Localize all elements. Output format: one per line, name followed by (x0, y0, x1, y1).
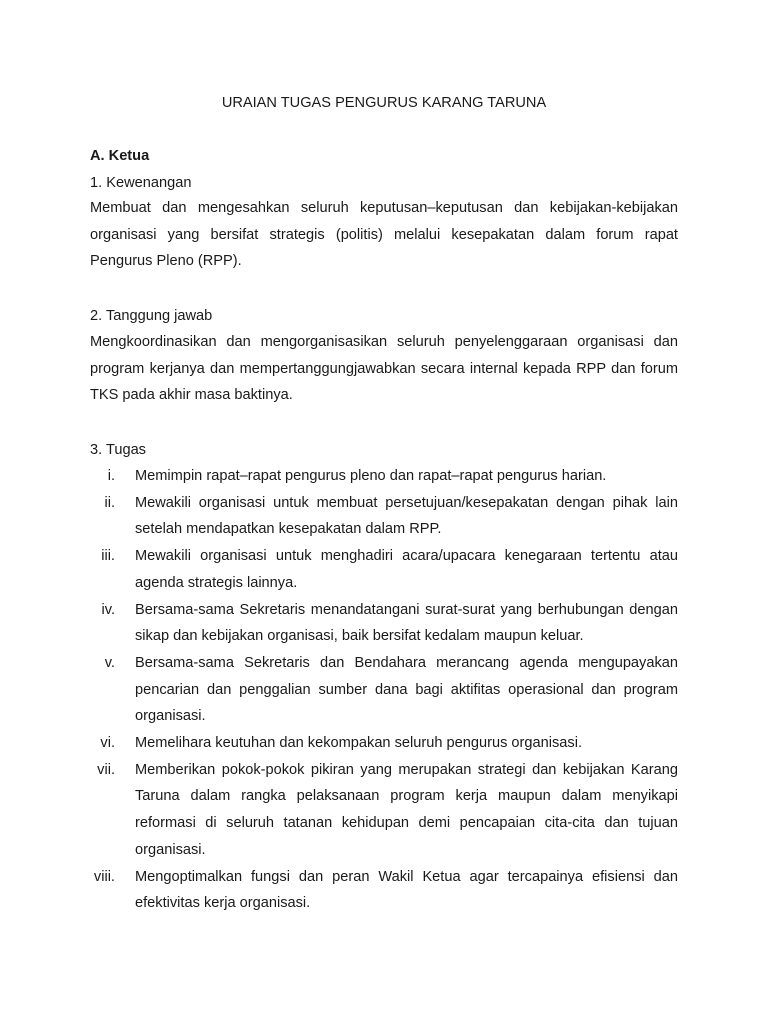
list-item-text: Memimpin rapat–rapat pengurus pleno dan rapat–rapat pengurus harian. (135, 468, 607, 484)
list-item (90, 490, 678, 543)
list-item-text: Bersama-sama Sekretaris menandatangani surat-surat yang berhubungan dengan sikap dan kebijakan organisasi, baik bersifat kedalam maupun keluar. (135, 601, 678, 645)
list-item (90, 463, 678, 490)
document-title: URAIAN TUGAS PENGURUS KARANG TARUNA (221, 95, 547, 111)
list-item-number: iii. (101, 548, 115, 565)
list-item-text: Bersama-sama Sekretaris dan Bendahara merancang agenda mengupayakan pencarian dan penggalian sumber dana bagi aktifitas operasional dan program organisasi. (135, 654, 678, 725)
list-item-number: vii. (97, 761, 115, 778)
list-item-number: vi. (100, 735, 115, 752)
list-item (90, 757, 678, 864)
kewenangan-paragraph: Membuat dan mengesahkan seluruh keputusan–keputusan dan kebijakan-kebijakan organisasi yang bersifat strategis (politis) melalui kesepakatan dalam forum rapat Pengurus Pleno (RPP). (90, 200, 678, 270)
list-item-text: Mewakili organisasi untuk menghadiri acara/upacara kenegaraan tertentu atau agenda strategis lainnya. (135, 548, 678, 591)
list-item-number: i. (107, 468, 115, 484)
tanggung-jawab-paragraph: Mengkoordinasikan dan mengorganisasikan seluruh penyelenggaraan organisasi dan program kerjanya dan mempertanggungjawabkan secara internal kepada RPP dan forum TKS pada akhir masa baktinya. (90, 334, 678, 404)
list-item (90, 864, 678, 917)
list-item (90, 650, 678, 730)
list-item-number: iv. (101, 601, 115, 618)
list-item (90, 543, 678, 596)
list-item (90, 597, 678, 650)
list-item-number: ii. (104, 494, 115, 511)
list-item-text: Memelihara keutuhan dan kekompakan seluruh pengurus organisasi. (135, 735, 583, 752)
list-item-number: v. (104, 654, 115, 671)
kewenangan-heading: 1. Kewenangan (90, 175, 192, 191)
section-heading: A. Ketua (90, 148, 150, 164)
tanggung-jawab-heading: 2. Tanggung jawab (90, 308, 213, 324)
list-item-text: Mengoptimalkan fungsi dan peran Wakil Ketua agar tercapainya efisiensi dan efektivitas kerja organisasi. (135, 868, 678, 912)
tugas-list (90, 463, 678, 917)
list-item-text: Mewakili organisasi untuk membuat persetujuan/kesepakatan dengan pihak lain setelah mendapatkan kesepakatan dalam RPP. (135, 494, 678, 538)
list-item (90, 730, 678, 757)
tugas-heading: 3. Tugas (90, 442, 146, 458)
list-item-text: Memberikan pokok-pokok pikiran yang merupakan strategi dan kebijakan Karang Taruna dalam rangka pelaksanaan program kerja maupun dalam menyikapi reformasi di seluruh tatanan kehidupan demi pencapaian cita-cita dan tujuan organisasi. (135, 761, 678, 858)
list-item-number: viii. (93, 868, 115, 885)
